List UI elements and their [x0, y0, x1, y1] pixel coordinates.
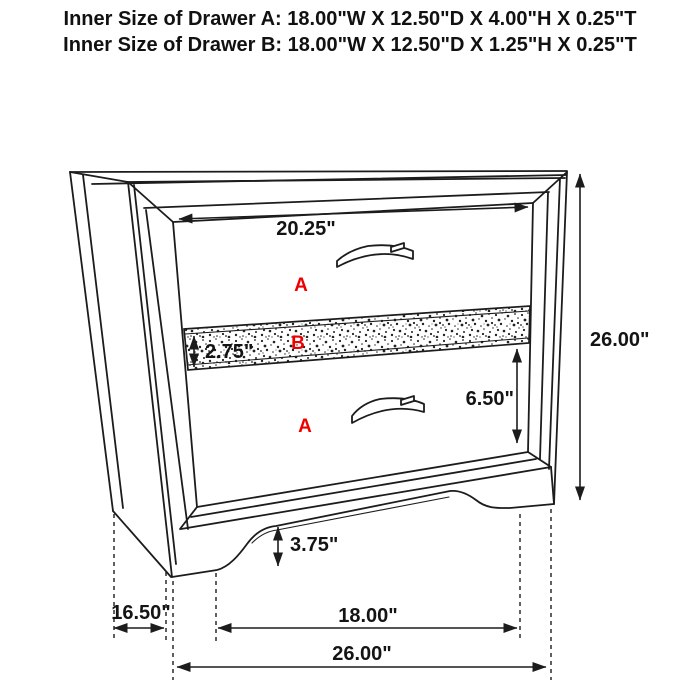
dim-inner-width-label: 18.00"	[338, 605, 398, 627]
bottom-drawer-handle-icon	[352, 396, 424, 423]
drawer-b-size-text: Inner Size of Drawer B: 18.00"W X 12.50"D X 1.25"H X 0.25"T	[63, 34, 637, 56]
drawer-b-label: B	[291, 333, 305, 354]
drawer-a-size-text: Inner Size of Drawer A: 18.00"W X 12.50"D X 4.00"H X 0.25"T	[63, 8, 637, 30]
dim-top-inner-width-label: 20.25"	[276, 218, 336, 240]
dim-side-depth-label: 16.50"	[111, 602, 171, 624]
dim-overall-height	[580, 174, 650, 500]
dim-side-depth	[111, 602, 171, 628]
dim-inner-width	[218, 605, 517, 628]
dim-leg-height	[278, 527, 338, 566]
dim-overall-width-label: 26.00"	[332, 643, 392, 665]
top-drawer-handle-icon	[337, 243, 413, 267]
base-and-feet	[172, 467, 554, 577]
dim-leg-height-label: 3.75"	[290, 534, 339, 556]
dim-bottom-drawer-height-label: 6.50"	[465, 388, 514, 410]
drawer-a-top-label: A	[294, 275, 308, 296]
dim-overall-width	[177, 643, 546, 667]
dim-strip-height-label: 2.75"	[205, 341, 254, 363]
dim-overall-height-label: 26.00"	[590, 329, 650, 351]
drawer-a-bottom-label: A	[298, 416, 312, 437]
dim-bottom-drawer-height	[466, 349, 517, 443]
